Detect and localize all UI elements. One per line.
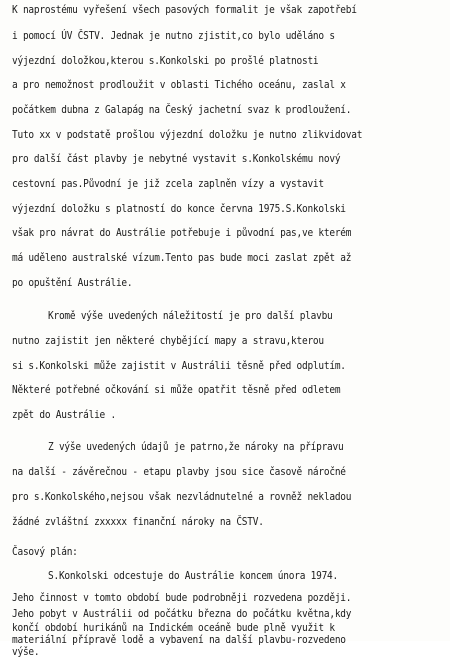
- text-line: si s.Konkolski může zajistit v Austrálii těsně před odplutím.: [12, 361, 346, 372]
- text-line: Tuto xx v podstatě prošlou výjezdní doložku je nutno zlikvidovat: [12, 130, 363, 141]
- text-line: má uděleno australské vízum.Tento pas bude moci zaslat zpět až: [12, 253, 352, 264]
- text-line: a pro nemožnost prodloužit v oblasti Tichého oceánu, zaslal x: [12, 80, 346, 91]
- text-line: i pomocí ÚV ČSTV. Jednak je nutno zjistit,co bylo uděláno s: [12, 31, 335, 42]
- text-line: výjezdní doložkou,kterou s.Konkolski po prošlé platnosti: [12, 56, 319, 67]
- text-line: po opuštění Austrálie.: [12, 278, 133, 289]
- text-line: cestovní pas.Původní je již zcela zaplněn vízy a vystavit: [12, 179, 324, 190]
- text-line: však pro návrat do Austrálie potřebuje i původní pas,ve kterém: [12, 228, 352, 239]
- text-line: žádné zvláštní zxxxxx finanční nároky na ČSTV.: [12, 517, 264, 528]
- text-line: Některé potřebné očkování si může opatřit těsně před odletem: [12, 385, 341, 396]
- text-line: pro další část plavby je nebytné vystavit s.Konkolskému nový: [12, 154, 341, 165]
- text-line: pro s.Konkolského,nejsou však nezvládnutelné a rovněž nekladou: [12, 492, 352, 503]
- text-line: K naprostému vyřešení všech pasových formalit je však zapotřebí: [12, 5, 357, 16]
- text-line: výše.: [12, 647, 40, 658]
- text-line: materiální přípravě lodě a vybavení na další plavbu-rozvedeno: [12, 635, 346, 646]
- text-line: na další - závěrečnou - etapu plavby jsou sice časově náročné: [12, 467, 346, 478]
- text-line: Jeho pobyt v Austrálii od počátku března do počátku května,kdy: [12, 609, 352, 620]
- section-heading: Časový plán:: [12, 547, 78, 558]
- text-line: výjezdní doložku s platností do konce června 1975.S.Konkolski: [12, 204, 346, 215]
- text-line: počátkem dubna z Galapág na Český jachetní svaz k prodloužení.: [12, 105, 352, 116]
- text-line: Z výše uvedených údajů je patrno,že nároky na přípravu: [48, 442, 344, 453]
- text-line: Jeho činnost v tomto období bude podrobněji rozvedena později.: [12, 593, 352, 604]
- text-line: zpět do Austrálie .: [12, 410, 116, 421]
- text-line: Kromě výše uvedených náležitostí je pro další plavbu: [48, 311, 333, 322]
- text-line: končí období hurikánů na Indickém oceáně bude plně využit k: [12, 623, 335, 634]
- text-line: nutno zajistit jen některé chybějící mapy a stravu,kterou: [12, 336, 324, 347]
- text-line: S.Konkolski odcestuje do Austrálie koncem února 1974.: [48, 571, 339, 582]
